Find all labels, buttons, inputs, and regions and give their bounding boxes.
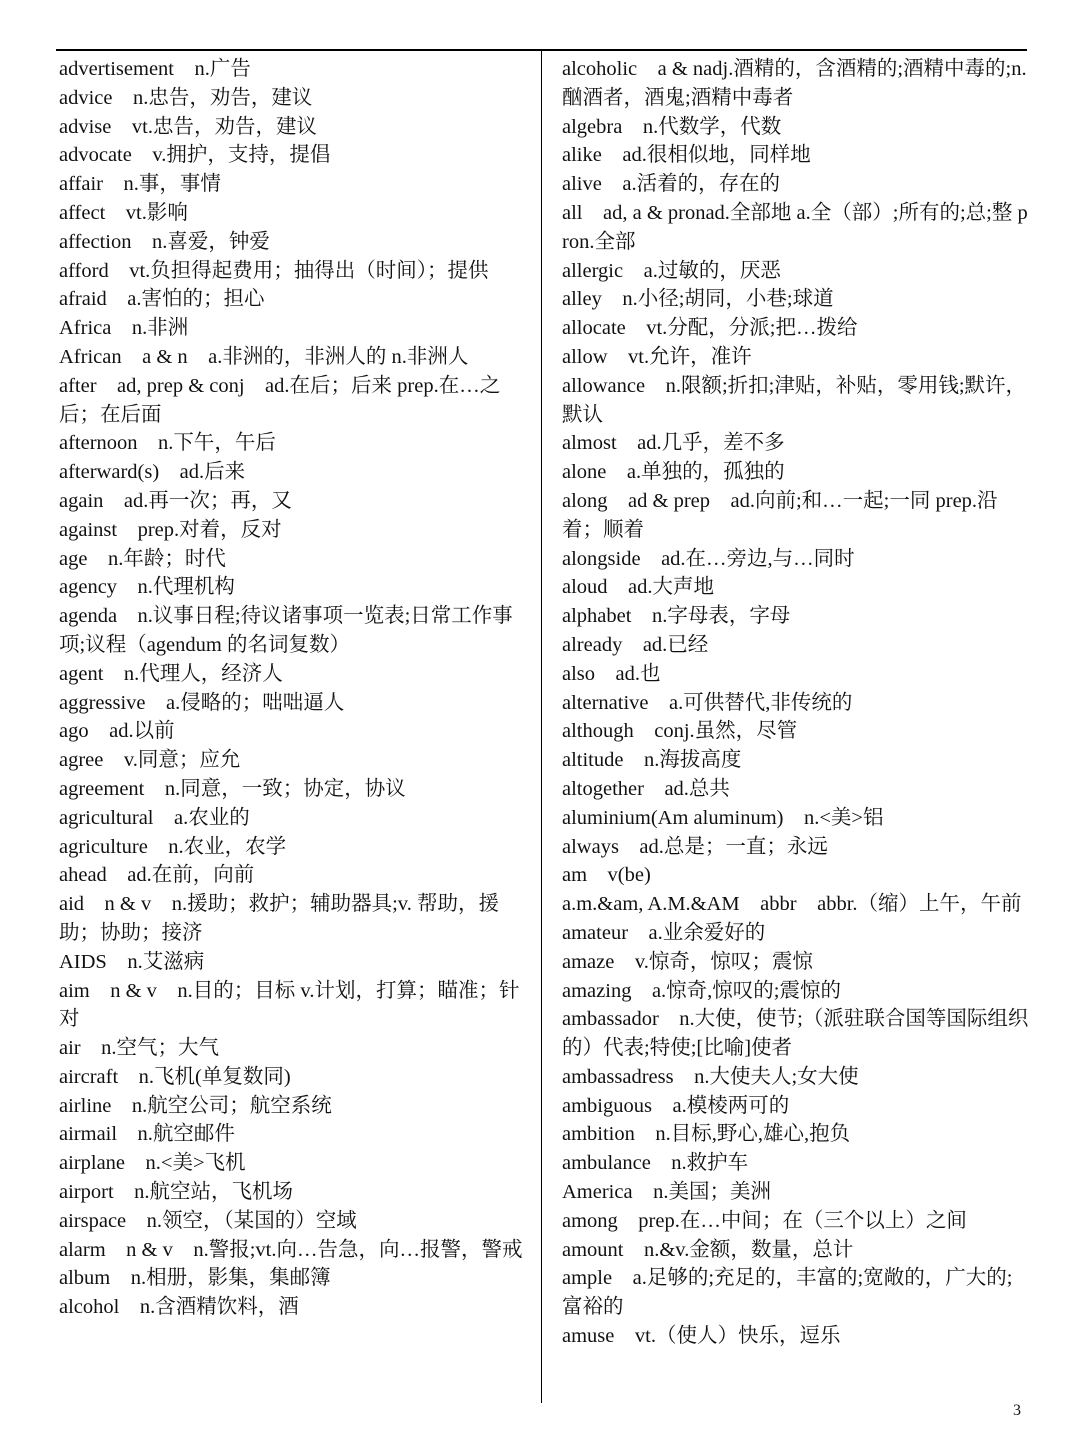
entry-afford: afford vt.负担得起费用；抽得出（时间）；提供 xyxy=(59,259,489,282)
right-column xyxy=(562,55,1032,1351)
entry-airline: airline n.航空公司；航空系统 xyxy=(59,1094,332,1117)
entry-ago: ago ad.以前 xyxy=(59,720,175,743)
entry-agency: agency n.代理机构 xyxy=(59,576,235,599)
entry-after: after ad, prep & conj ad.在后；后来 prep.在…之后；在后面 xyxy=(59,374,501,426)
entry-all: all ad, a & pronad.全部地 a.全（部）;所有的;总;整 pron.全部 xyxy=(562,201,1028,253)
entry-always: always ad.总是；一直；永远 xyxy=(562,835,828,858)
entry-aircraft: aircraft n.飞机(单复数同) xyxy=(59,1065,291,1088)
entry-ambassadress: ambassadress n.大使夫人;女大使 xyxy=(562,1065,859,1088)
entry-afraid: afraid a.害怕的；担心 xyxy=(59,288,265,311)
entry-already: already ad.已经 xyxy=(562,633,709,656)
entry-alarm: alarm n & v n.警报;vt.向…告急，向…报警，警戒 xyxy=(59,1238,523,1261)
entry-allow: allow vt.允许，准许 xyxy=(562,345,752,368)
entry-algebra: algebra n.代数学，代数 xyxy=(562,115,782,138)
entry-also: also ad.也 xyxy=(562,662,661,685)
entry-afterwards: afterward(s) ad.后来 xyxy=(59,461,246,484)
entry-alcoholic: alcoholic a & nadj.酒精的，含酒精的;酒精中毒的;n.酗酒者，酒鬼;酒精中毒者 xyxy=(562,58,1027,109)
entry-ambulance: ambulance n.救护车 xyxy=(562,1152,749,1175)
entry-airplane: airplane n.<美>飞机 xyxy=(59,1152,246,1175)
entry-african: African a & n a.非洲的，非洲人的 n.非洲人 xyxy=(59,345,469,368)
entry-advertisement: advertisement n.广告 xyxy=(59,58,251,80)
entry-agree: agree v.同意；应允 xyxy=(59,749,241,772)
entry-air: air n.空气；大气 xyxy=(59,1037,219,1060)
page-number: 3 xyxy=(1013,1402,1021,1419)
entry-afternoon: afternoon n.下午，午后 xyxy=(59,432,276,455)
entry-amazing: amazing a.惊奇,惊叹的;震惊的 xyxy=(562,979,841,1002)
entry-airmail: airmail n.航空邮件 xyxy=(59,1123,235,1146)
entry-affair: affair n.事，事情 xyxy=(59,173,221,196)
entry-alone: alone a.单独的，孤独的 xyxy=(562,461,785,484)
entry-aids: AIDS n.艾滋病 xyxy=(59,950,205,973)
entry-agriculture: agriculture n.农业，农学 xyxy=(59,835,287,858)
entry-ample: ample a.足够的;充足的，丰富的;宽敞的，广大的;富裕的 xyxy=(562,1267,1013,1319)
entry-amateur: amateur a.业余爱好的 xyxy=(562,921,766,944)
entry-alongside: alongside ad.在…旁边,与…同时 xyxy=(562,547,855,570)
entry-amuse: amuse vt.（使人）快乐，逗乐 xyxy=(562,1325,841,1348)
entry-along: along ad & prep ad.向前;和…一起;一同 prep.沿着；顺着 xyxy=(562,489,998,541)
entry-ambition: ambition n.目标,野心,雄心,抱负 xyxy=(562,1123,851,1146)
entry-alcohol: alcohol n.含酒精饮料，酒 xyxy=(59,1296,299,1319)
entry-ambiguous: ambiguous a.模棱两可的 xyxy=(562,1094,790,1117)
entry-agricultural: agricultural a.农业的 xyxy=(59,806,250,829)
entry-allergic: allergic a.过敏的，厌恶 xyxy=(562,259,781,282)
entry-altitude: altitude n.海拔高度 xyxy=(562,749,742,772)
left-column xyxy=(59,55,529,1322)
entry-against: against prep.对着，反对 xyxy=(59,518,282,541)
entry-alternative: alternative a.可供替代,非传统的 xyxy=(562,691,853,714)
entry-age: age n.年龄；时代 xyxy=(59,547,226,570)
entry-album: album n.相册，影集，集邮簿 xyxy=(59,1267,331,1290)
entry-ahead: ahead ad.在前，向前 xyxy=(59,864,255,887)
entry-advice: advice n.忠告，劝告，建议 xyxy=(59,86,313,109)
entry-airspace: airspace n.领空，（某国的）空域 xyxy=(59,1209,357,1232)
entry-ambassador: ambassador n.大使，使节;（派驻联合国等国际组织的）代表;特使;[比喻]使者 xyxy=(562,1008,1029,1060)
entry-aid: aid n & v n.援助；救护；辅助器具;v. 帮助，援助；协助；接济 xyxy=(59,893,499,944)
entry-alley: alley n.小径;胡同，小巷;球道 xyxy=(562,288,834,311)
entry-agent: agent n.代理人，经济人 xyxy=(59,662,283,685)
entry-affect: affect vt.影响 xyxy=(59,201,188,224)
entry-again: again ad.再一次；再，又 xyxy=(59,489,292,512)
entry-alphabet: alphabet n.字母表，字母 xyxy=(562,605,791,628)
column-divider xyxy=(541,51,542,1403)
entry-aluminium: aluminium(Am aluminum) n.<美>铝 xyxy=(562,806,884,829)
entry-although: although conj.虽然，尽管 xyxy=(562,720,798,743)
entry-aim: aim n & v n.目的；目标 v.计划，打算；瞄准；针对 xyxy=(59,979,520,1031)
entry-affection: affection n.喜爱，钟爱 xyxy=(59,230,270,253)
entry-america: America n.美国；美洲 xyxy=(562,1181,771,1204)
entry-airport: airport n.航空站，飞机场 xyxy=(59,1181,294,1204)
entry-amount: amount n.&v.金额，数量，总计 xyxy=(562,1238,854,1261)
entry-agreement: agreement n.同意，一致；协定，协议 xyxy=(59,777,406,800)
entry-am: am v(be) xyxy=(562,864,651,887)
entry-almost: almost ad.几乎，差不多 xyxy=(562,432,785,455)
entry-africa: Africa n.非洲 xyxy=(59,317,189,340)
entry-allocate: allocate vt.分配，分派;把…拨给 xyxy=(562,317,858,340)
entry-altogether: altogether ad.总共 xyxy=(562,777,730,800)
entry-alive: alive a.活着的，存在的 xyxy=(562,173,781,196)
entry-aggressive: aggressive a.侵略的；咄咄逼人 xyxy=(59,691,345,714)
entry-alike: alike ad.很相似地，同样地 xyxy=(562,144,811,167)
entry-aloud: aloud ad.大声地 xyxy=(562,576,715,599)
entry-allowance: allowance n.限额;折扣;津贴，补贴，零用钱;默许，默认 xyxy=(562,374,1027,426)
entry-advise: advise vt.忠告，劝告，建议 xyxy=(59,115,317,138)
entry-among: among prep.在…中间；在（三个以上）之间 xyxy=(562,1209,967,1232)
entry-advocate: advocate v.拥护，支持，提倡 xyxy=(59,144,331,167)
entry-a-m: a.m.&am, A.M.&AM abbr abbr.（缩）上午，午前 xyxy=(562,893,1022,916)
entry-amaze: amaze v.惊奇，惊叹；震惊 xyxy=(562,950,813,973)
entry-agenda: agenda n.议事日程;待议诸事项一览表;日常工作事项;议程（agendum 的名词复数） xyxy=(59,605,513,656)
